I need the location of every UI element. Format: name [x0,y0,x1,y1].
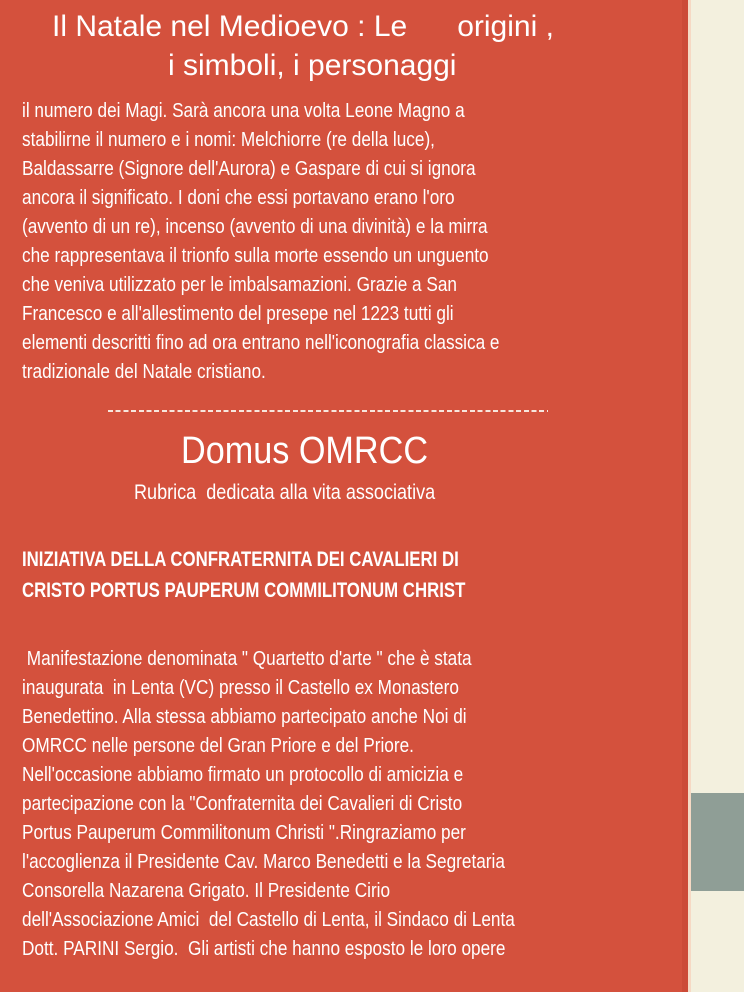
article-body-line: Francesco e all'allestimento del presepe nel 1223 tutti gli [22,303,454,325]
article-body-line: che rappresentava il trionfo sulla morte essendo un unguento [22,245,489,267]
section-body-line: Consorella Nazarena Grigato. Il Presidente Cirio [22,880,391,902]
section-body-line: l'accoglienza il Presidente Cav. Marco Benedetti e la Segretaria [22,851,505,873]
section-heading-line-1: INIZIATIVA DELLA CONFRATERNITA DEI CAVALIERI DI [22,548,459,571]
article-body-line: Baldassarre (Signore dell'Aurora) e Gaspare di cui si ignora [22,158,476,180]
article-body-line: il numero dei Magi. Sarà ancora una volta Leone Magno a [22,100,465,122]
article-body-line: (avvento di un re), incenso (avvento di una divinità) e la mirra [22,216,488,238]
section-body-line: OMRCC nelle persone del Gran Priore e del Priore. [22,735,414,757]
article-body-line: elementi descritti fino ad ora entrano nell'iconografia classica e [22,332,500,354]
section-body-line: inaugurata in Lenta (VC) presso il Castello ex Monastero [22,677,459,699]
section-body-line: dell'Associazione Amici del Castello di Lenta, il Sindaco di Lenta [22,909,515,931]
section-subtitle: Rubrica dedicata alla vita associativa [134,481,436,504]
section-body-line: partecipazione con la "Confraternita dei Cavalieri di Cristo [22,793,463,815]
section-heading-line-2: CRISTO PORTUS PAUPERUM COMMILITONUM CHRIST [22,579,466,602]
article-body-line: ancora il significato. I doni che essi portavano erano l'oro [22,187,455,209]
article-title-line-1: Il Natale nel Medioevo : Le origini , [52,10,554,43]
section-body-line: Manifestazione denominata " Quartetto d'arte " che è stata [22,648,472,670]
section-title: Domus OMRCC [181,430,429,472]
article-body-line: stabilirne il numero e i nomi: Melchiorre (re della luce), [22,129,435,151]
decorative-gray-block [691,793,744,891]
section-body-line: Nell'occasione abbiamo firmato un protocollo di amicizia e [22,764,464,786]
section-body-line: Dott. PARINI Sergio. Gli artisti che hanno esposto le loro opere [22,938,506,960]
article-title-line-2: i simboli, i personaggi [168,49,457,82]
section-body-line: Benedettino. Alla stessa abbiamo partecipato anche Noi di [22,706,467,728]
dashed-separator [108,410,548,412]
article-body-line: tradizionale del Natale cristiano. [22,361,266,383]
article-body-line: che veniva utilizzato per le imbalsamazioni. Grazie a San [22,274,457,296]
section-body-line: Portus Pauperum Commilitonum Christi ".Ringraziamo per [22,822,466,844]
